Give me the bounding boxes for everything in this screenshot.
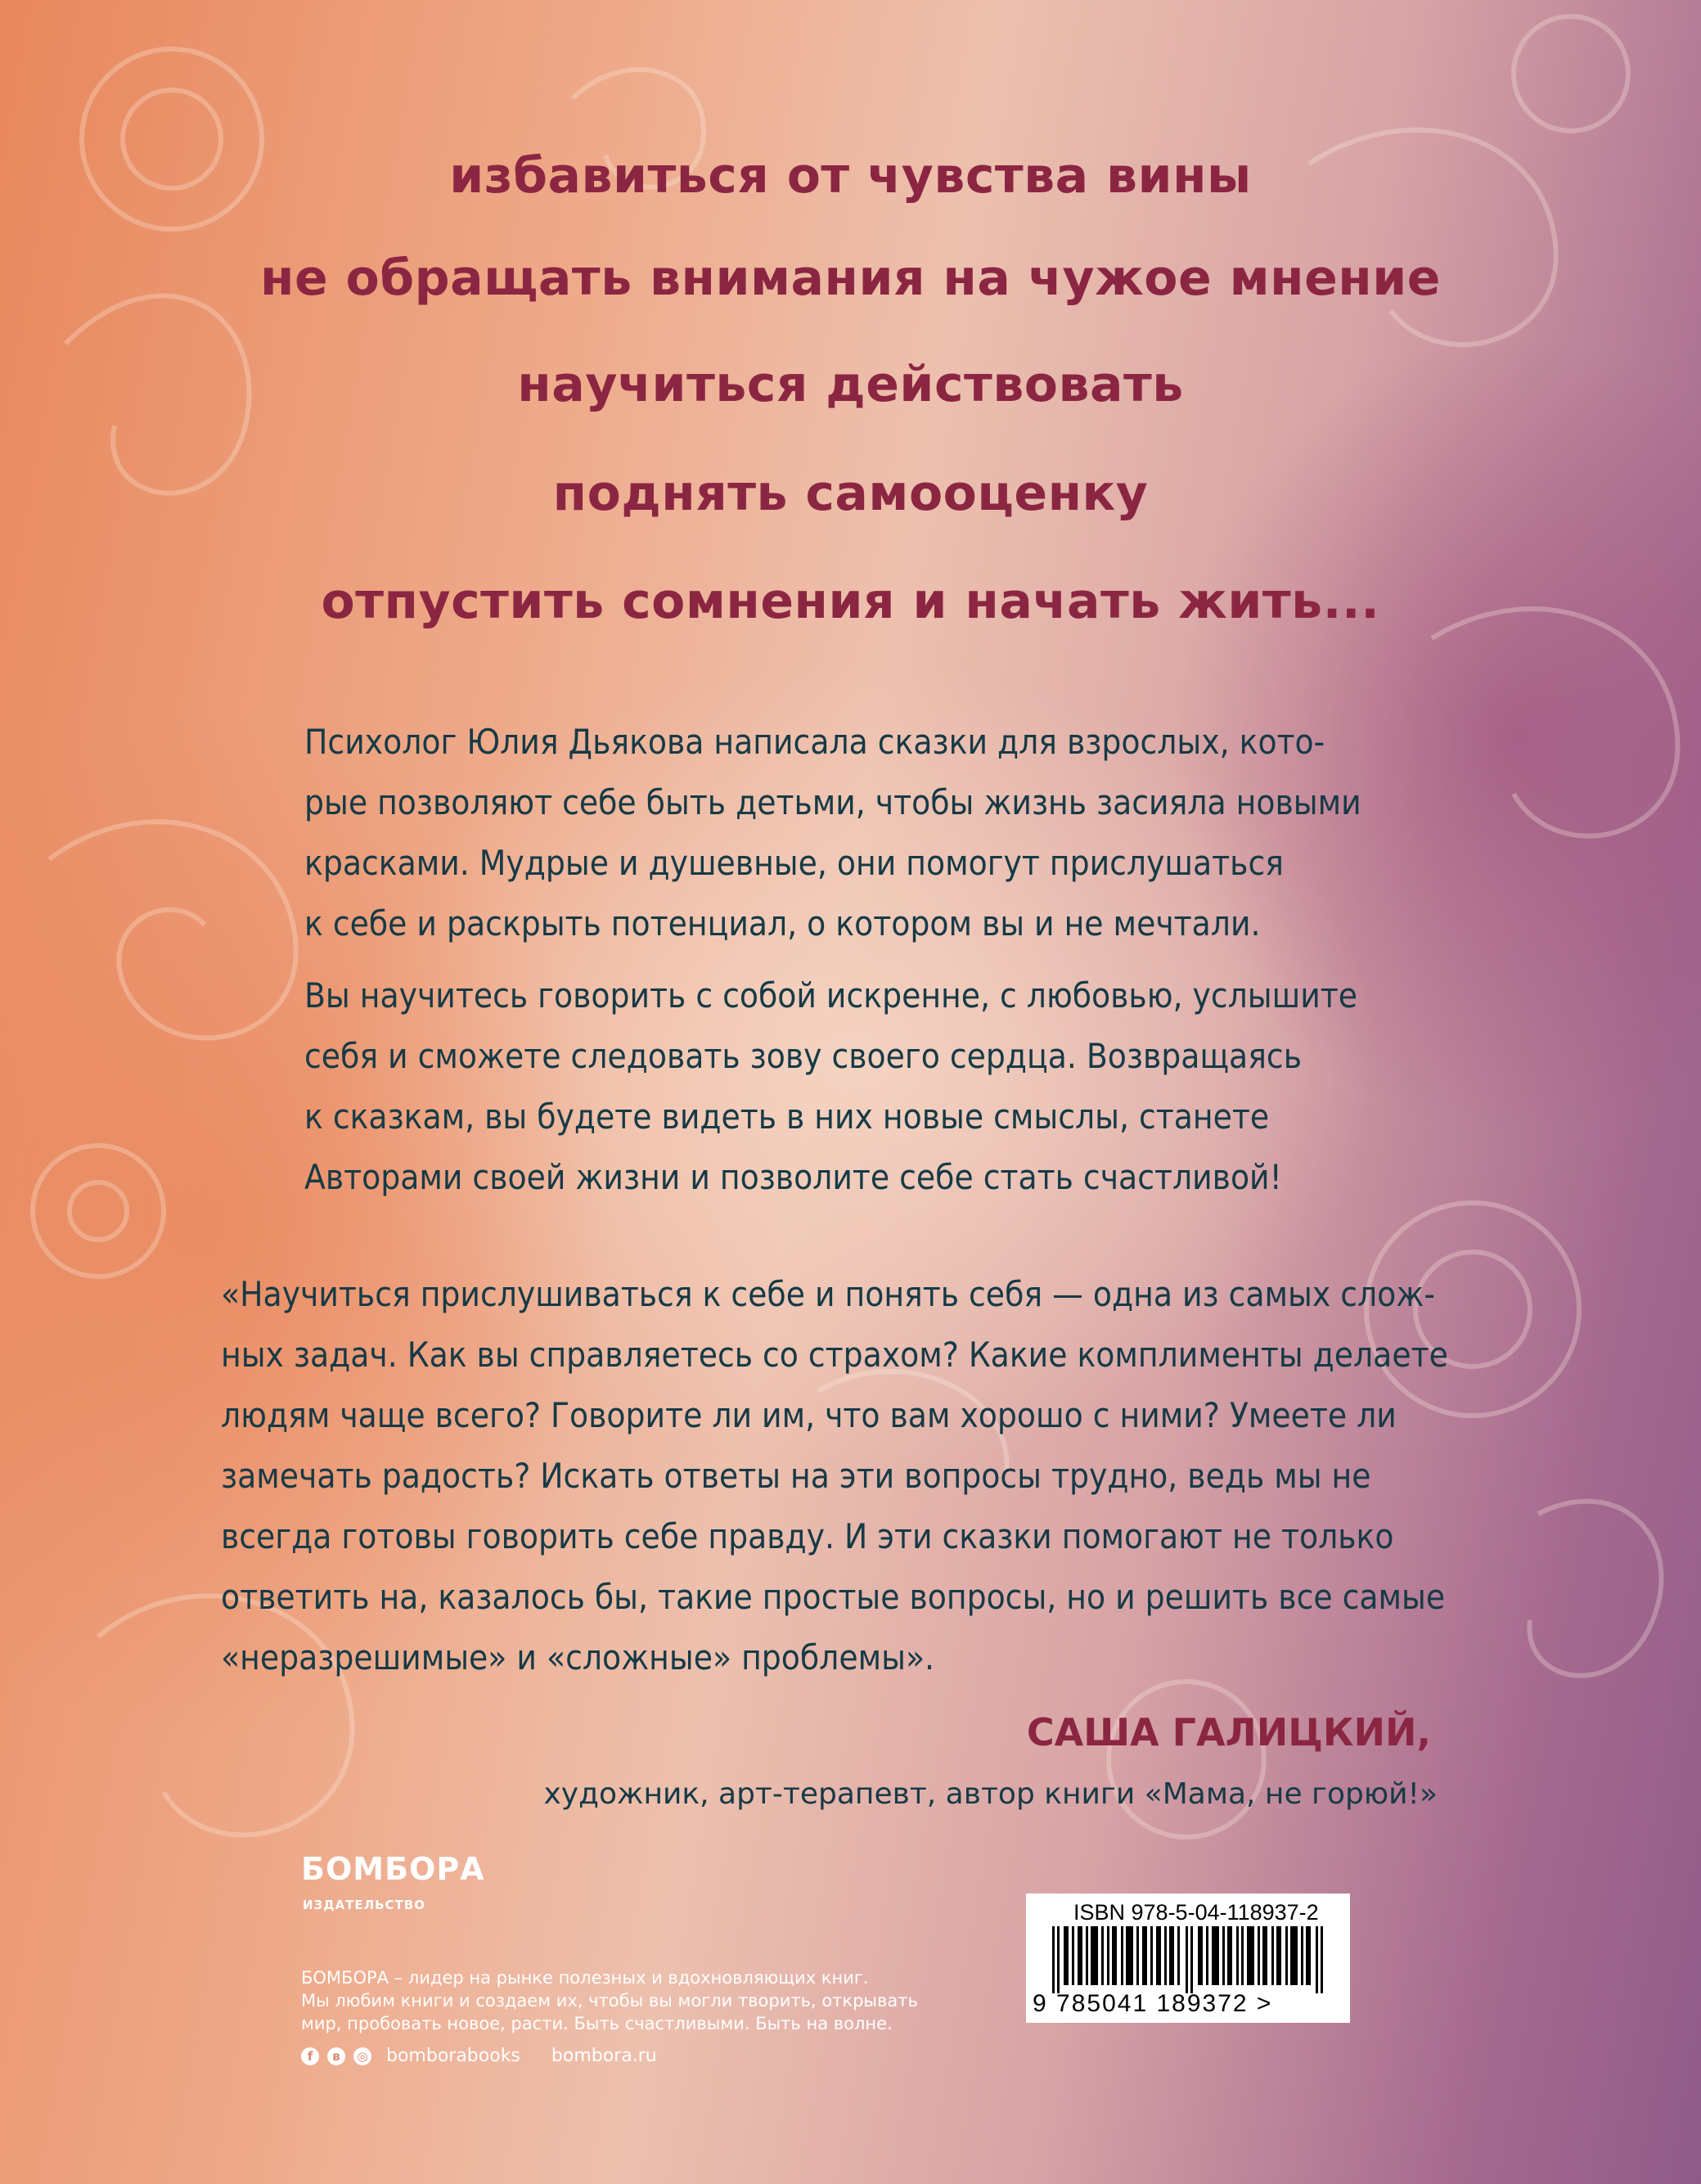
vk-icon[interactable]: в <box>327 2047 345 2065</box>
publisher-logo: БОМБОРА <box>301 1851 485 1887</box>
publisher-social-links <box>301 2046 657 2066</box>
publisher-description-line: мир, пробовать новое, расти. Быть счастливыми. Быть на волне. <box>301 2014 893 2033</box>
quote-line: людям чаще всего? Говорите ли им, что вам хорошо с ними? Умеете ли <box>221 1395 1397 1435</box>
quote-author-description: художник, арт-терапевт, автор книги «Мама, не горюй!» <box>543 1777 1438 1811</box>
description-paragraph-1 <box>304 712 1361 954</box>
quote-line: ных задач. Как вы справляетесь со страхом? Какие комплименты делаете <box>221 1335 1448 1375</box>
quote-block <box>221 1264 1448 1688</box>
description-line: красками. Мудрые и душевные, они помогут прислушаться <box>304 843 1284 883</box>
quote-line: «Научиться прислушиваться к себе и понять себя — одна из самых слож- <box>221 1274 1435 1314</box>
description-line: Авторами своей жизни и позволите себе стать счастливой! <box>304 1157 1282 1197</box>
description-paragraph-2 <box>304 966 1357 1208</box>
quote-line: ответить на, казалось бы, такие простые вопросы, но и решить все самые <box>221 1577 1446 1617</box>
description-line: Психолог Юлия Дьякова написала сказки для взрослых, кото- <box>304 722 1325 762</box>
barcode-digits: 9 785041 189372 > <box>1033 1990 1273 2017</box>
heading-line-5: отпустить сомнения и начать жить... <box>321 573 1380 630</box>
publisher-logo-subtitle: ИЗДАТЕЛЬСТВО <box>303 1898 425 1912</box>
isbn-label: ISBN 978-5-04-118937-2 <box>1073 1900 1319 1925</box>
barcode-graphic <box>1052 1926 1330 1993</box>
description-line: к сказкам, вы будете видеть в них новые смыслы, станете <box>304 1097 1270 1137</box>
description-line: Вы научитесь говорить с собой искренне, с любовью, услышите <box>304 975 1358 1015</box>
website-link[interactable]: bombora.ru <box>551 2046 657 2066</box>
quote-line: «неразрешимые» и «сложные» проблемы». <box>221 1637 935 1677</box>
description-line: к себе и раскрыть потенциал, о котором вы и не мечтали. <box>304 903 1261 943</box>
instagram-icon[interactable]: ◎ <box>353 2047 371 2065</box>
heading-line-1: избавиться от чувства вины <box>449 147 1252 205</box>
description-line: рые позволяют себе быть детьми, чтобы жизнь засияла новыми <box>304 782 1361 822</box>
description-line: себя и сможете следовать зову своего сердца. Возвращаясь <box>304 1036 1302 1076</box>
quote-author-name: САША ГАЛИЦКИЙ, <box>1026 1710 1431 1754</box>
quote-line: всегда готовы говорить себе правду. И эти сказки помогают не только <box>221 1516 1394 1556</box>
facebook-icon[interactable]: f <box>301 2047 319 2065</box>
heading-line-2: не обращать внимания на чужое мнение <box>260 250 1441 307</box>
publisher-description <box>301 1966 918 2035</box>
quote-line: замечать радость? Искать ответы на эти вопросы трудно, ведь мы не <box>221 1456 1371 1496</box>
heading-line-4: поднять самооценку <box>552 465 1149 522</box>
social-handle-link[interactable]: bomborabooks <box>386 2046 520 2066</box>
isbn-barcode-box <box>1026 1894 1350 2023</box>
heading-line-3: научиться действовать <box>517 356 1184 413</box>
publisher-description-line: БОМБОРА – лидер на рынке полезных и вдохновляющих книг. <box>301 1968 869 1988</box>
publisher-description-line: Мы любим книги и создаем их, чтобы вы могли творить, открывать <box>301 1991 918 2011</box>
